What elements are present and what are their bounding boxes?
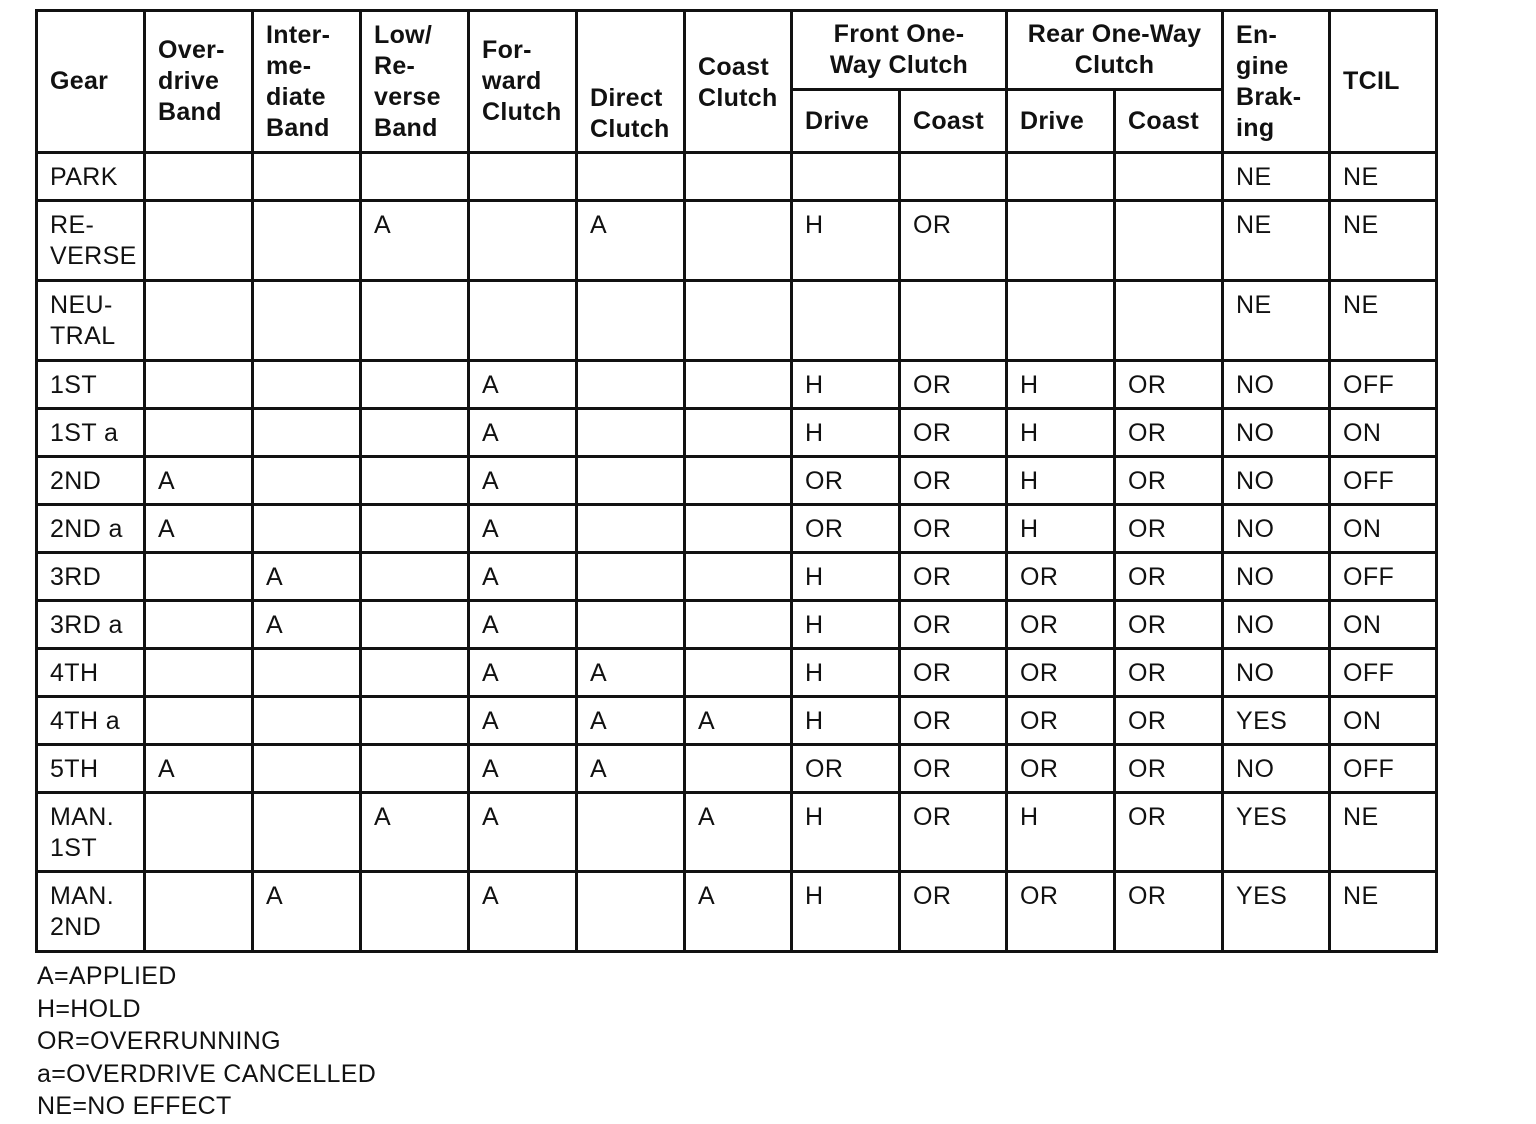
table-cell: A: [253, 553, 361, 601]
table-cell: A: [253, 872, 361, 952]
table-cell: A: [361, 201, 469, 281]
table-row: [37, 601, 1437, 649]
table-cell: OR: [1115, 872, 1223, 952]
table-cell: OR: [900, 457, 1007, 505]
table-cell: A: [469, 601, 577, 649]
table-cell: NO: [1223, 505, 1330, 553]
gear-cell: 3RD: [37, 553, 145, 601]
legend-no-effect: NE=NO EFFECT: [37, 1092, 232, 1120]
table-cell: [361, 872, 469, 952]
gear-cell: 4TH: [37, 649, 145, 697]
legend-hold: H=HOLD: [37, 994, 141, 1023]
table-cell: [577, 457, 685, 505]
table-cell: [361, 361, 469, 409]
table-cell: [145, 697, 253, 745]
table-cell: [361, 697, 469, 745]
table-cell: OR: [792, 505, 900, 553]
legend: [37, 960, 376, 1123]
table-cell: OR: [1115, 601, 1223, 649]
table-cell: [685, 601, 792, 649]
table-cell: H: [792, 601, 900, 649]
table-cell: [577, 553, 685, 601]
table-cell: A: [145, 457, 253, 505]
table-cell: [253, 697, 361, 745]
table-cell: [361, 505, 469, 553]
table-cell: OR: [1007, 649, 1115, 697]
table-cell: OR: [900, 872, 1007, 952]
table-cell: A: [685, 793, 792, 872]
gear-cell: 1ST a: [37, 409, 145, 457]
table-cell: OR: [1007, 601, 1115, 649]
table-cell: [792, 153, 900, 201]
table-cell: [469, 153, 577, 201]
table-cell: H: [792, 793, 900, 872]
gear-cell: 2ND a: [37, 505, 145, 553]
table-cell: NO: [1223, 457, 1330, 505]
table-cell: ON: [1330, 409, 1437, 457]
table-row: [37, 409, 1437, 457]
table-cell: [361, 409, 469, 457]
table-cell: [685, 649, 792, 697]
table-cell: [145, 281, 253, 361]
table-cell: [685, 153, 792, 201]
table-cell: [1115, 201, 1223, 281]
gear-cell: 3RD a: [37, 601, 145, 649]
table-cell: [469, 201, 577, 281]
table-cell: A: [577, 201, 685, 281]
table-cell: A: [469, 649, 577, 697]
table-row: [37, 153, 1437, 201]
table-cell: OR: [900, 649, 1007, 697]
table-cell: [685, 457, 792, 505]
header-row-1: [37, 11, 1437, 90]
legend-applied: A=APPLIED: [37, 962, 177, 990]
table-cell: [685, 505, 792, 553]
table-cell: OR: [792, 457, 900, 505]
table-cell: OR: [1115, 697, 1223, 745]
table-cell: [253, 201, 361, 281]
table-cell: ON: [1330, 697, 1437, 745]
table-cell: [1007, 153, 1115, 201]
table-cell: [145, 793, 253, 872]
table-cell: [361, 281, 469, 361]
table-cell: OR: [1115, 649, 1223, 697]
table-cell: A: [469, 745, 577, 793]
table-row: [37, 457, 1437, 505]
table-cell: [145, 361, 253, 409]
header-gear: Gear: [37, 11, 145, 153]
table-cell: A: [469, 872, 577, 952]
table-cell: [577, 409, 685, 457]
table-cell: [685, 745, 792, 793]
table-cell: A: [469, 553, 577, 601]
table-cell: OR: [1007, 745, 1115, 793]
table-cell: H: [792, 872, 900, 952]
table-cell: OFF: [1330, 553, 1437, 601]
table-cell: A: [145, 745, 253, 793]
header-rear-coast: Coast: [1115, 90, 1223, 153]
table-cell: NE: [1223, 281, 1330, 361]
header-rear-one-way-clutch: Rear One-Way Clutch: [1007, 11, 1223, 90]
table-cell: OR: [1115, 553, 1223, 601]
table-cell: OR: [900, 601, 1007, 649]
table-cell: [685, 409, 792, 457]
gear-cell: 1ST: [37, 361, 145, 409]
table-row: [37, 793, 1437, 872]
table-cell: [361, 553, 469, 601]
table-row: [37, 201, 1437, 281]
table-cell: [1007, 281, 1115, 361]
table-cell: [577, 601, 685, 649]
table-cell: H: [792, 409, 900, 457]
header-engine-braking: En- gine Brak- ing: [1223, 11, 1330, 153]
table-cell: OR: [900, 697, 1007, 745]
table-cell: ON: [1330, 505, 1437, 553]
table-cell: A: [469, 505, 577, 553]
gear-cell: PARK: [37, 153, 145, 201]
table-cell: H: [1007, 409, 1115, 457]
table-cell: [685, 553, 792, 601]
gear-cell: 2ND: [37, 457, 145, 505]
table-cell: OR: [1115, 793, 1223, 872]
gear-cell: 5TH: [37, 745, 145, 793]
table-cell: A: [577, 745, 685, 793]
table-row: [37, 649, 1437, 697]
table-cell: A: [577, 649, 685, 697]
table-cell: NO: [1223, 409, 1330, 457]
table-row: [37, 361, 1437, 409]
header-front-one-way-clutch: Front One- Way Clutch: [792, 11, 1007, 90]
table-cell: OR: [900, 505, 1007, 553]
table-cell: A: [469, 457, 577, 505]
table-row: [37, 553, 1437, 601]
table-cell: A: [685, 872, 792, 952]
table-cell: OFF: [1330, 745, 1437, 793]
table-cell: [685, 201, 792, 281]
table-cell: [253, 457, 361, 505]
table-cell: A: [469, 697, 577, 745]
table-cell: [253, 409, 361, 457]
table-cell: YES: [1223, 697, 1330, 745]
table-cell: [900, 281, 1007, 361]
table-cell: H: [1007, 361, 1115, 409]
table-cell: YES: [1223, 872, 1330, 952]
header-front-coast: Coast: [900, 90, 1007, 153]
table-cell: OR: [900, 553, 1007, 601]
table-cell: A: [469, 361, 577, 409]
table-cell: H: [792, 553, 900, 601]
table-row: [37, 872, 1437, 952]
gear-cell: MAN. 2ND: [37, 872, 145, 952]
table-row: [37, 697, 1437, 745]
table-cell: [469, 281, 577, 361]
table-cell: [145, 153, 253, 201]
table-cell: H: [792, 697, 900, 745]
table-row: [37, 505, 1437, 553]
gear-cell: NEU- TRAL: [37, 281, 145, 361]
table-cell: [577, 793, 685, 872]
clutch-band-apply-table: [35, 9, 1438, 953]
table-cell: NE: [1330, 793, 1437, 872]
table-cell: [253, 281, 361, 361]
table-cell: NO: [1223, 649, 1330, 697]
table-cell: [145, 553, 253, 601]
table-cell: A: [145, 505, 253, 553]
table-cell: [685, 361, 792, 409]
table-cell: H: [1007, 793, 1115, 872]
table-body: [37, 153, 1437, 952]
table-cell: A: [361, 793, 469, 872]
table-cell: OR: [792, 745, 900, 793]
table-cell: A: [469, 409, 577, 457]
header-tcil: TCIL: [1330, 11, 1437, 153]
table-cell: OR: [1007, 872, 1115, 952]
table-cell: NE: [1330, 281, 1437, 361]
table-cell: OR: [1115, 361, 1223, 409]
table-cell: [577, 872, 685, 952]
header-overdrive-band: Over- drive Band: [145, 11, 253, 153]
gear-cell: 4TH a: [37, 697, 145, 745]
table-cell: OFF: [1330, 457, 1437, 505]
table-cell: [145, 409, 253, 457]
table-cell: [145, 872, 253, 952]
table-cell: [361, 745, 469, 793]
table-cell: OR: [1007, 553, 1115, 601]
table-cell: OR: [900, 745, 1007, 793]
table-cell: [577, 361, 685, 409]
table-cell: NO: [1223, 361, 1330, 409]
table-cell: OR: [1115, 745, 1223, 793]
table-cell: OR: [1115, 457, 1223, 505]
table-cell: ON: [1330, 601, 1437, 649]
gear-cell: MAN. 1ST: [37, 793, 145, 872]
table-cell: [361, 649, 469, 697]
table-cell: NO: [1223, 745, 1330, 793]
header-front-drive: Drive: [792, 90, 900, 153]
table-cell: NE: [1330, 153, 1437, 201]
table-cell: [361, 457, 469, 505]
table-cell: [1115, 281, 1223, 361]
table-cell: OR: [1007, 697, 1115, 745]
table-cell: A: [685, 697, 792, 745]
table-cell: [577, 153, 685, 201]
legend-overrunning: OR=OVERRUNNING: [37, 1027, 281, 1055]
header-intermediate-band: Inter- me- diate Band: [253, 11, 361, 153]
table-cell: [1007, 201, 1115, 281]
table-cell: OR: [1115, 505, 1223, 553]
table-cell: [1115, 153, 1223, 201]
table-cell: H: [1007, 505, 1115, 553]
table-cell: H: [792, 361, 900, 409]
table-cell: [685, 281, 792, 361]
table-cell: OR: [1115, 409, 1223, 457]
table-cell: [253, 793, 361, 872]
table-cell: [253, 505, 361, 553]
table-cell: [253, 361, 361, 409]
table-cell: [792, 281, 900, 361]
table-cell: [577, 505, 685, 553]
table-cell: NE: [1330, 201, 1437, 281]
table-cell: NE: [1223, 153, 1330, 201]
table-cell: [145, 201, 253, 281]
table-cell: [253, 745, 361, 793]
table-cell: [577, 281, 685, 361]
table-cell: [361, 601, 469, 649]
legend-overdrive-cancelled: a=OVERDRIVE CANCELLED: [37, 1059, 377, 1088]
header-coast-clutch: Coast Clutch: [685, 11, 792, 153]
table-cell: NE: [1330, 872, 1437, 952]
table-cell: YES: [1223, 793, 1330, 872]
table-cell: H: [1007, 457, 1115, 505]
table-cell: OFF: [1330, 361, 1437, 409]
table-cell: [145, 649, 253, 697]
table-cell: NO: [1223, 553, 1330, 601]
table-cell: A: [577, 697, 685, 745]
header-rear-drive: Drive: [1007, 90, 1115, 153]
table-cell: OR: [900, 793, 1007, 872]
table-cell: [253, 649, 361, 697]
table-cell: A: [469, 793, 577, 872]
header-direct-clutch: Direct Clutch: [577, 11, 685, 153]
table-cell: H: [792, 649, 900, 697]
table-cell: OR: [900, 201, 1007, 281]
table-row: [37, 281, 1437, 361]
gear-cell: RE- VERSE: [37, 201, 145, 281]
header-forward-clutch: For- ward Clutch: [469, 11, 577, 153]
table-cell: NE: [1223, 201, 1330, 281]
table-cell: OFF: [1330, 649, 1437, 697]
table-row: [37, 745, 1437, 793]
table-cell: H: [792, 201, 900, 281]
table-cell: [145, 601, 253, 649]
table-cell: NO: [1223, 601, 1330, 649]
table-cell: A: [253, 601, 361, 649]
table-cell: OR: [900, 361, 1007, 409]
table-cell: [361, 153, 469, 201]
table-cell: [253, 153, 361, 201]
table-cell: [900, 153, 1007, 201]
header-low-reverse-band: Low/ Re- verse Band: [361, 11, 469, 153]
table-cell: OR: [900, 409, 1007, 457]
